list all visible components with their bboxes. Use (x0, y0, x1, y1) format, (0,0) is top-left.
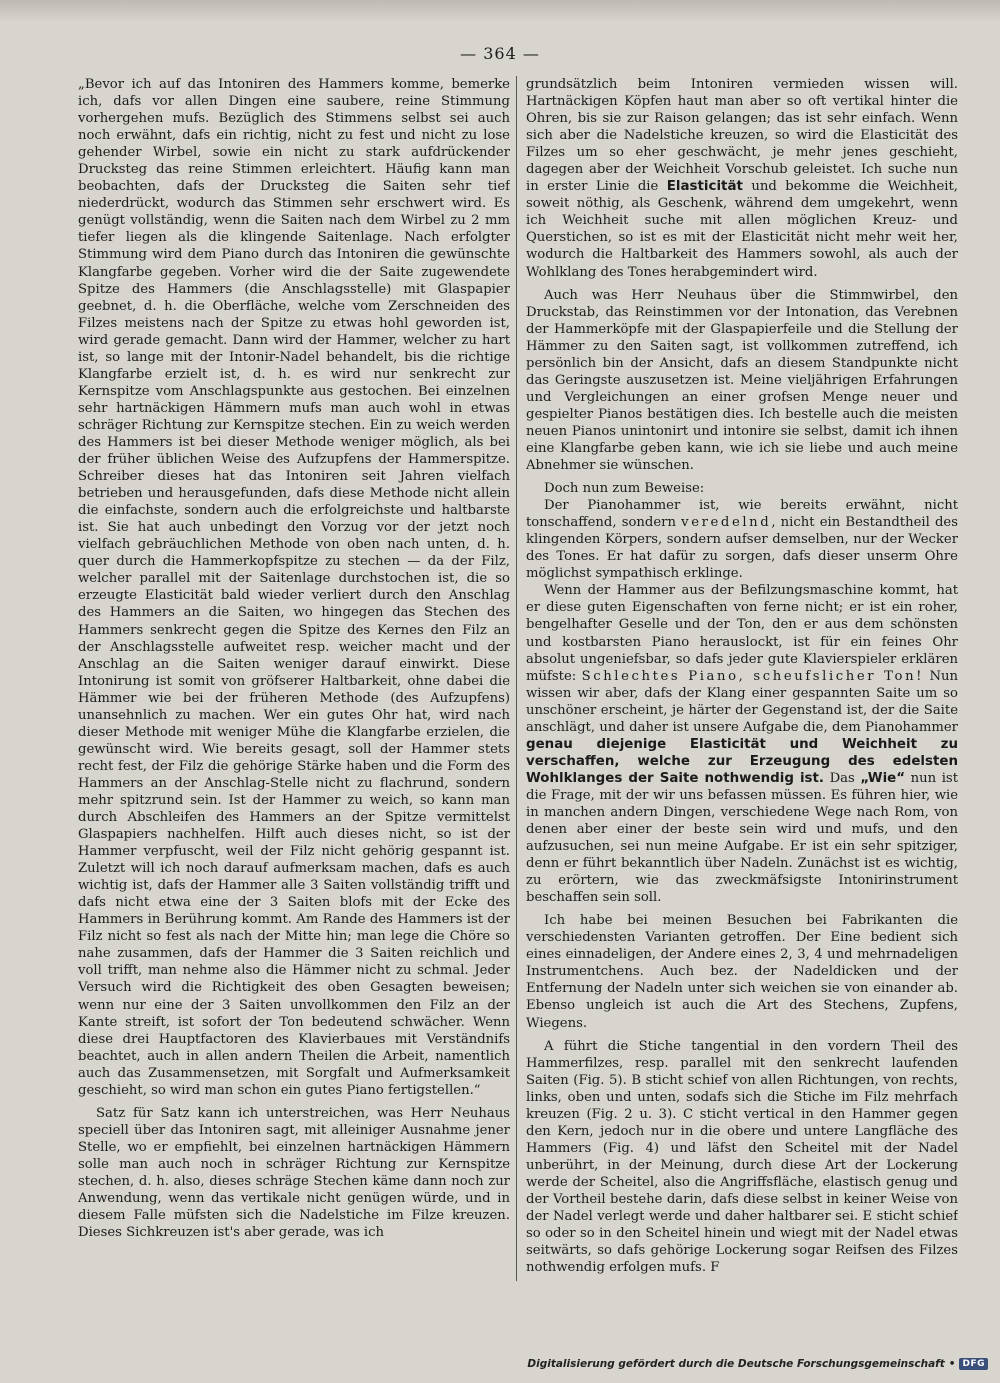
dfg-logo-icon: DFG (959, 1358, 988, 1370)
scan-edge (0, 0, 1000, 22)
text-run: Der Pianohammer ist, wie bereits erwähnt, nicht tonschaffend, sondern (526, 498, 958, 531)
left-column (78, 76, 510, 1281)
right-paragraph-7: A führt die Stiche tangential in den vordern Theil des Hammerfilzes, resp. parallel mit den senkrecht laufenden Saiten (Fig. 5). B sticht schief von allen Richtungen, von rechts, links, oben und unten, sodafs sich die Stiche im Filz mehrfach kreuzen (Fig. 2 u. 3). C sticht vertical in den Hammer gegen den Kern, jedoch nur in die obere und untere Langfläche des Hammers (Fig. 4) und läfst den Scheitel mit der Nadel unberührt, in der Meinung, durch diese Art der Lockerung werde der Scheitel, also die Angriffsfläche, elastisch genug und der Vortheil bestehe darin, dafs diese selbst in keiner Weise von der Nadel verlegt werde und daher haltbarer sei. E sticht schief so oder so in den Scheitel hinein und wiegt mit der Nadel etwas seitwärts, so dafs gehörige Lockerung sogar Reifsen des Filzes nothwendig erfolgen mufs. F (526, 1038, 958, 1276)
text-run: , nicht ein Bestandtheil des klingenden Körpers, sondern aufser demselben, nur der Wecker des Tones. Er hat dafür zu sorgen, dafs dieser unserm Ohre möglichst sympathisch erklinge. (526, 515, 958, 582)
text-run: nun ist die Frage, mit der wir uns befassen müssen. Es führen hier, wie in manchen andern Dingen, verschiedene Wege nach Rom, von denen aber einer der beste sein wird und mufs, und den aufzusuchen, sei nun meine Aufgabe. Er ist ein sehr spitziger, denn er führt bekanntlich über Nadeln. Zunächst ist es wichtig, zu erörtern, wie das zweckmäfsigste Intonirinstrument beschaffen sein soll. (526, 770, 958, 906)
left-paragraph-1: „Bevor ich auf das Intoniren des Hammers komme, bemerke ich, dafs vor allen Dingen eine saubere, reine Stimmung vorhergehen mufs. Bezüglich des Stimmens selbst sei auch noch erwähnt, dafs ein richtig, nicht zu fest und nicht zu lose gehender Wirbel, sowie ein nicht zu stark aufdrückender Drucksteg das reine Stimmen erleichtert. Häufig kann man beobachten, dafs der Drucksteg die Saiten sehr tief niederdrückt, wodurch das Stimmen sehr erschwert wird. Es genügt vollständig, wenn die Saiten nach dem Wirbel zu 2 mm tiefer liegen als die klingende Saitenlage. Nach erfolgter Stimmung wird dem Piano durch das Intoniren die gewünschte Klangfarbe gegeben. Vorher wird die der Saite zugewendete Spitze des Hammers (die Anschlagsstelle) mit Glaspapier geebnet, d. h. die Oberfläche, welche vom Zerschneiden des Filzes meistens nach der Spitze zu etwas hohl geworden ist, wird gerade gemacht. Dann wird der Hammer, welcher zu hart ist, so lange mit der Intonir-Nadel behandelt, bis die richtige Klangfarbe erzielt ist, d. h. es wird nur senkrecht zur Kernspitze vom Anschlagspunkte aus gestochen. Bei einzelnen sehr hartnäckigen Hämmern mufs man auch wohl in etwas schräger Richtung zur Kernspitze stechen. Ein zu weich werden des Hammers ist bei dieser Methode weniger möglich, als bei der früher üblichen Weise des Aufzupfens der Hammerspitze. Schreiber dieses hat das Intoniren seit Jahren vielfach betrieben und herausgefunden, dafs diese Methode nicht allein die einfachste, sondern auch die erfolgreichste und haltbarste ist. Sie hat auch unbedingt den Vorzug vor der jetzt noch vielfach gebräuchlichen Methode von oben nach unten, d. h. quer durch die Hammerkopfspitze zu stechen — da der Filz, welcher parallel mit der Saitenlage durchstochen ist, die so erzeugte Elasticität bald wieder verliert durch den Anschlag des Hammers an die Saiten, wo hingegen das Stechen des Hammers senkrecht gegen die Spitze des Kernes den Filz an der Anschlagsstelle aufweitet resp. weicher macht und der Anschlag an die Saiten weniger darauf einwirkt. Diese Intonirung ist somit von gröfserer Haltbarkeit, ohne dabei die Hämmer wie bei der früheren Methode (des Aufzupfens) unansehnlich zu machen. Wer ein gutes Ohr hat, wird nach dieser Methode mit weniger Mühe die Klangfarbe erzielen, die gewünscht wird. Wie bereits gesagt, soll der Hammer stets recht fest, der Filz die gehörige Stärke haben und die Form des Hammers an der Anschlag-Stelle nicht zu flachrund, sondern mehr spitzrund sein. Ist der Hammer zu weich, so kann man durch Abschleifen des Hammers an der Spitze vermittelst Glaspapiers nachhelfen. Hilft auch dieses nicht, so ist der Hammer verpfuscht, weil der Filz nicht gehörig gespannt ist. Zuletzt will ich noch darauf aufmerksam machen, dafs es auch wichtig ist, dafs der Hammer alle 3 Saiten vollständig trifft und dafs nicht etwa eine der 3 Saiten blofs mit der Ecke des Hammers in Berührung kommt. Am Rande des Hammers ist der Filz nicht so fest als nach der Mitte hin; man lege die Chöre so nahe zusammen, dafs der Hammer die 3 Saiten reichlich und voll trifft, man nehme also die Hämmer nicht zu schmal. Jeder Versuch wird die Richtigkeit des oben Gesagten beweisen; wenn nur eine der 3 Saiten unvollkommen den Filz an der Kante streift, ist sofort der Ton bedeutend schwächer. Wenn diese drei Hauptfactoren des Klavierbaues mit Verständnifs beachtet, auch in allen andern Theilen die Arbeit, namentlich auch das Zusammensetzen, mit Sorgfalt und Aufmerksamkeit geschieht, so wird man schon ein gutes Piano fertigstellen.“ (78, 77, 510, 1098)
emphasis-wie: „Wie“ (860, 770, 906, 786)
text-run: Das (829, 770, 855, 786)
right-column (526, 76, 958, 1281)
text-run: Wenn der Hammer aus der Befilzungsmaschine kommt, hat er diese guten Eigenschaften von ferne nicht; er ist ein roher, bengelhafter Geselle und der Ton, den er aus dem schönsten und kostbarsten Piano herauslockt, ist für ein feines Ohr absolut ungeniefsbar, so dafs jeder gute Klavierspieler erklären müfste: (526, 583, 958, 684)
right-paragraph-2: Auch was Herr Neuhaus über die Stimmwirbel, den Druckstab, das Reinstimmen vor der Intonation, das Verebnen der Hammerköpfe mit der Glaspapierfeile und die Stellung der Hämmer zu den Saiten sagt, ist vollkommen zutreffend, ich persönlich bin der Ansicht, dafs an diesem Standpunkte nicht das Geringste auszusetzen ist. Meine vieljährigen Erfahrungen und Vergleichungen an einer grofsen Menge neuer und gespielter Pianos bestätigen dies. Ich bestelle auch die meisten neuen Pianos unintonirt und intonire sie selbst, damit ich ihnen eine Klangfarbe geben kann, wie ich sie liebe und auch meine Abnehmer sie wünschen. (526, 287, 958, 474)
separator-dot: • (948, 1358, 956, 1370)
left-paragraph-2: Satz für Satz kann ich unterstreichen, was Herr Neuhaus speciell über das Intoniren sagt, mit alleiniger Ausnahme jener Stelle, wo er empfiehlt, bei einzelnen hartnäckigen Hämmern solle man auch noch in schräger Richtung zur Kernspitze stechen, d. h. also, dieses schräge Stechen käme dann noch zur Anwendung, wenn das vertikale nicht genügen würde, und in diesem Falle müfsten sich die Nadelstiche im Filze kreuzen. Dieses Sichkreuzen ist's aber gerade, was ich (78, 1105, 510, 1241)
text-run: grundsätzlich beim Intoniren vermieden wissen will. Hartnäckigen Köpfen haut man aber so oft vertikal hinter die Ohren, bis sie zur Raison gelangen; das ist sehr einfach. Wenn sich aber die Nadelstiche kreuzen, so wird die Elasticität des Filzes um so eher geschwächt, je mehr jenes geschieht, dagegen aber der Weichheit Vorschub geleistet. Ich suche nun in erster Linie die (526, 77, 958, 195)
spaced-veredelnd: veredelnd (681, 515, 772, 531)
right-paragraph-4 (526, 497, 958, 582)
text-run: Nun wissen wir aber, dafs der Klang einer gespannten Saite um so unschöner erscheint, je härter der Gegenstand ist, der die Saite anschlägt, und daher ist unsere Aufgabe die, dem Pianohammer (526, 668, 958, 735)
right-paragraph-5 (526, 582, 958, 906)
digitization-credit (527, 1355, 988, 1373)
emphasis-elasticitaet: Elasticität (666, 179, 743, 195)
column-divider (516, 76, 517, 1281)
emphasis-statement: genau diejenige Elasticität und Weichheit zu verschaffen, welche zur Erzeugung des edelsten Wohlklanges der Saite nothwendig ist. (526, 736, 958, 786)
spaced-quote: Schlechtes Piano, scheufslicher Ton! (581, 668, 925, 684)
right-paragraph-1 (526, 76, 958, 281)
right-paragraph-6: Ich habe bei meinen Besuchen bei Fabrikanten die verschiedensten Varianten getroffen. Der Eine bedient sich eines einnadeligen, der Andere eines 2, 3, 4 und mehrnadeligen Instrumentchens. Auch bez. der Nadeldicken und der Entfernung der Nadeln unter sich weichen sie von einander ab. Ebenso ungleich ist auch die Art des Stechens, Zupfens, Wiegens. (526, 913, 958, 1031)
credit-text: Digitalisierung gefördert durch die Deutsche Forschungsgemeinschaft (527, 1358, 945, 1370)
text-run: und bekomme die Weichheit, soweit nöthig, als Geschenk, während dem umgekehrt, wenn ich Weichheit suche mit allen möglichen Kreuz- und Querstichen, so ist es mit der Elasticität nicht mehr weit her, wodurch die Haltbarkeit des Hammers sowohl, als auch der Wohlklang des Tones herabgemindert wird. (526, 179, 958, 280)
right-paragraph-3: Doch nun zum Beweise: (544, 481, 705, 497)
page-number: — 364 — (460, 44, 540, 63)
